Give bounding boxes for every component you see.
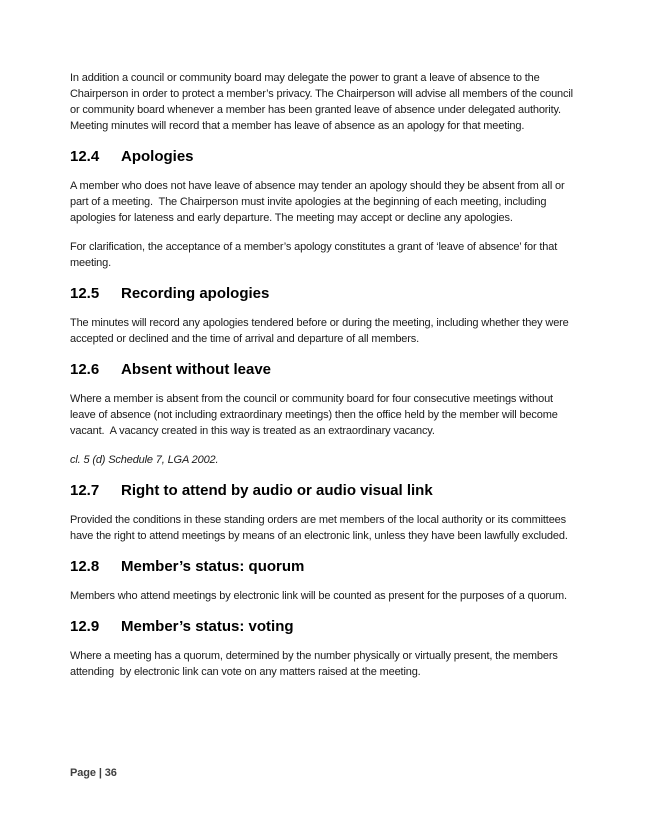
section-title: Absent without leave [121,361,272,378]
section-number: 12.7 [70,482,100,499]
section-heading-12-5 [70,284,577,304]
paragraph: A member who does not have leave of absence may tender an apology should they be absent from all or part of a meeting. The Chairperson must invite apologies at the beginning of each meeting, including apologies for lateness and early departure. The meeting may accept or decline any apologies. [70,180,568,224]
paragraph: For clarification, the acceptance of a member’s apology constitutes a grant of ‘leave of absence’ for that meeting. [70,241,561,269]
paragraph: Where a member is absent from the council or community board for four consecutive meetings without leave of absence (not including extraordinary meetings) then the office held by the member will become vacant. A vacancy created in this way is treated as an extraordinary vacancy. [70,393,561,437]
legal-citation: cl. 5 (d) Schedule 7, LGA 2002. [70,454,219,466]
section-title: Right to attend by audio or audio visual link [121,482,433,499]
section-number: 12.5 [70,285,100,302]
section-title: Apologies [121,148,194,165]
section-heading-12-6 [70,360,577,380]
paragraph: Members who attend meetings by electronic link will be counted as present for the purposes of a quorum. [70,590,567,602]
section-heading-12-8 [70,557,577,577]
page-number-label: Page | 36 [70,767,117,779]
section-number: 12.4 [70,148,100,165]
section-title: Recording apologies [121,285,270,302]
section-number: 12.6 [70,361,100,378]
section-heading-12-9 [70,617,577,637]
section-number: 12.9 [70,618,100,635]
section-heading-12-7 [70,481,577,501]
paragraph: In addition a council or community board may delegate the power to grant a leave of absence to the Chairperson in order to protect a member’s privacy. The Chairperson will advise all members of the council or community board whenever a member has been granted leave of absence under delegated authority. Meeting minutes will record that a member has leave of absence as an apology for that meeting. [70,72,576,132]
paragraph: Provided the conditions in these standing orders are met members of the local authority or its committees have the right to attend meetings by means of an electronic link, unless they have been lawfully excluded. [70,514,569,542]
section-number: 12.8 [70,558,100,575]
paragraph: Where a meeting has a quorum, determined by the number physically or virtually present, the members attending by electronic link can vote on any matters raised at the meeting. [70,650,561,678]
paragraph: The minutes will record any apologies tendered before or during the meeting, including whether they were accepted or declined and the time of arrival and departure of all members. [70,317,572,345]
document-content [70,70,577,693]
section-title: Member’s status: quorum [121,558,305,575]
page-footer [70,766,117,781]
section-heading-12-4 [70,147,577,167]
section-title: Member’s status: voting [121,618,294,635]
